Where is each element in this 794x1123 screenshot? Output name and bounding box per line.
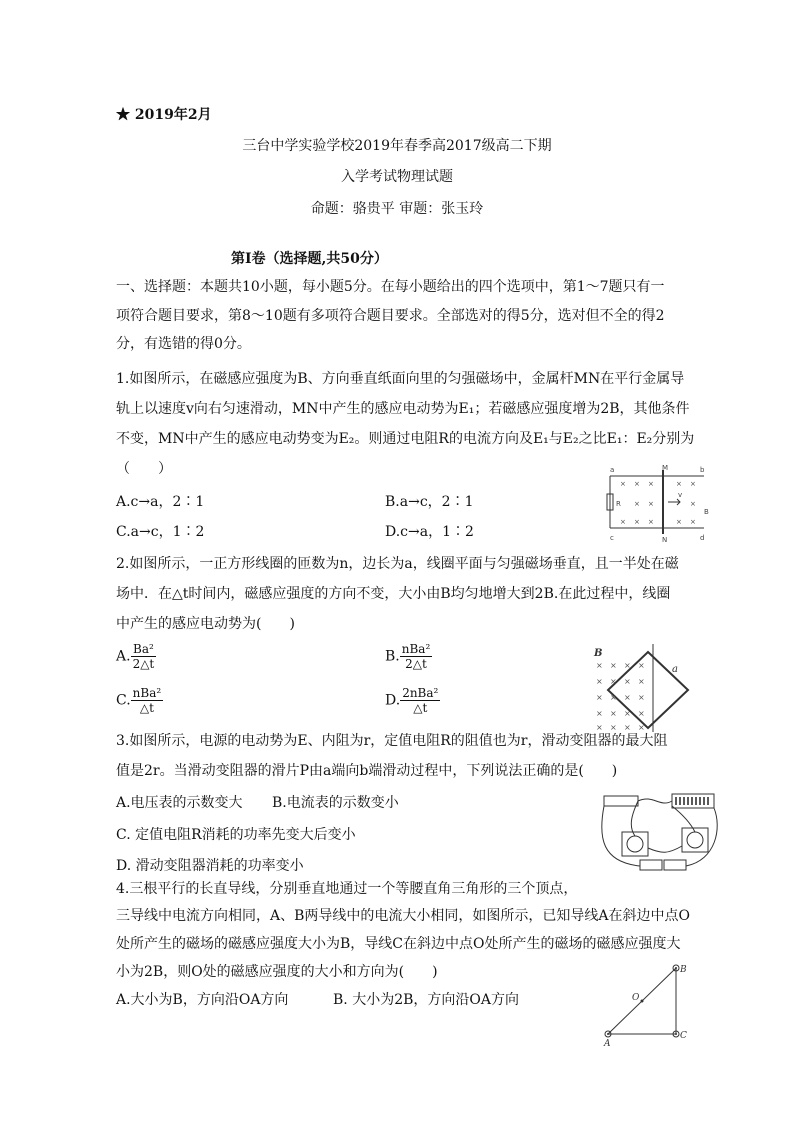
question-3-line: 值是2r。当滑动变阻器的滑片P由a端向b端滑动过程中，下列说法正确的是( ): [116, 763, 618, 779]
question-4-line: 处所产生的磁场的磁感应强度大小为B，导线C在斜边中点O处所产生的磁场的磁感应强度大: [116, 936, 681, 952]
svg-text:×: ×: [610, 723, 617, 732]
svg-text:×: ×: [648, 500, 654, 508]
svg-text:×: ×: [690, 480, 696, 488]
svg-text:×: ×: [690, 518, 696, 526]
q3-circuit-figure: [598, 788, 722, 878]
svg-text:d: d: [700, 534, 705, 542]
option-b: B.a→c，2∶1: [385, 494, 474, 510]
svg-text:×: ×: [620, 480, 626, 488]
question-1-line: 不变，MN中产生的感应电动势变为E₂。则通过电阻R的电流方向及E₁与E₂之比E₁：E₂分别为: [116, 431, 695, 447]
svg-text:A: A: [604, 1039, 611, 1048]
svg-text:×: ×: [596, 709, 603, 718]
svg-text:×: ×: [596, 693, 603, 702]
question-4-line: 4.三根平行的长直导线，分别垂直地通过一个等腰直角三角形的三个顶点，: [116, 881, 578, 897]
option-c: C. 定值电阻R消耗的功率先变大后变小: [116, 827, 356, 843]
svg-text:a: a: [672, 664, 678, 675]
svg-text:×: ×: [638, 677, 645, 686]
question-2-line: 2.如图所示，一正方形线圈的匝数为n，边长为a，线圈平面与匀强磁场垂直，且一半处在磁: [116, 556, 679, 572]
date-line: ★ 2019年2月: [116, 107, 212, 123]
svg-text:O: O: [632, 993, 640, 1003]
svg-text:×: ×: [610, 693, 617, 702]
svg-text:N: N: [662, 536, 668, 544]
svg-text:×: ×: [634, 518, 640, 526]
svg-text:×: ×: [596, 661, 603, 670]
option-c: C.a→c，1∶2: [116, 524, 205, 540]
question-1-line: （ ）: [116, 461, 172, 477]
svg-text:c: c: [610, 534, 614, 542]
question-2-line: 场中．在△t时间内，磁感应强度的方向不变，大小由B均匀地增大到2B.在此过程中，线圈: [116, 586, 671, 602]
question-1-line: 轨上以速度v向右匀速滑动，MN中产生的感应电动势为E₁；若磁感应强度增为2B，其他条件: [116, 401, 690, 417]
svg-text:×: ×: [620, 518, 626, 526]
svg-text:C: C: [680, 1031, 687, 1041]
svg-text:×: ×: [624, 723, 631, 732]
option-a: A. $\frac{\text{Ba²}}{2\triangle t}$: [116, 642, 155, 671]
q2-square-coil-figure: [588, 642, 698, 734]
svg-text:×: ×: [690, 500, 696, 508]
svg-text:×: ×: [610, 661, 617, 670]
svg-text:M: M: [662, 464, 669, 472]
option-a: A.c→a，2∶1: [116, 494, 205, 510]
question-4-line: 三导线中电流方向相同，A、B两导线中的电流大小相同，如图所示，已知导线A在斜边中点O: [116, 908, 690, 924]
svg-text:×: ×: [634, 500, 640, 508]
svg-text:B: B: [680, 965, 687, 975]
svg-text:×: ×: [676, 480, 682, 488]
svg-text:×: ×: [596, 677, 603, 686]
school-title: 三台中学实验学校2019年春季高2017级高二下期: [242, 138, 552, 154]
q4-triangle-figure: [598, 962, 694, 1048]
svg-text:×: ×: [676, 518, 682, 526]
svg-text:×: ×: [624, 693, 631, 702]
svg-text:B: B: [594, 648, 603, 659]
question-3-line: 3.如图所示，电源的电动势为E、内阻为r，定值电阻R的阻值也为r，滑动变阻器的最大阻: [116, 733, 668, 749]
svg-text:×: ×: [610, 709, 617, 718]
svg-text:×: ×: [648, 518, 654, 526]
svg-text:×: ×: [624, 709, 631, 718]
option-d: D. $\frac{\text{2nBa²}}{\triangle t}$: [385, 686, 439, 715]
section-title: 第Ⅰ卷（选择题,共50分）: [231, 251, 388, 267]
svg-text:×: ×: [638, 723, 645, 732]
option-a: A.大小为B，方向沿OA方向: [116, 992, 289, 1008]
instruction-line: 一、选择题：本题共10小题，每小题5分。在每小题给出的四个选项中，第1～7题只有一: [116, 279, 665, 295]
question-4-line: 小为2B，则O处的磁感应强度的大小和方向为( ): [116, 964, 438, 980]
option-a: A.电压表的示数变大: [116, 795, 243, 811]
svg-text:×: ×: [634, 480, 640, 488]
svg-text:×: ×: [596, 723, 603, 732]
svg-text:×: ×: [638, 709, 645, 718]
option-b: B.电流表的示数变小: [272, 795, 399, 811]
question-2-line: 中产生的感应电动势为( ): [116, 616, 295, 632]
option-b: B. $\frac{\text{nBa²}}{2\triangle t}$: [385, 642, 431, 671]
svg-text:×: ×: [638, 693, 645, 702]
svg-text:×: ×: [648, 480, 654, 488]
svg-text:×: ×: [624, 661, 631, 670]
svg-text:×: ×: [638, 661, 645, 670]
question-1-line: 1.如图所示，在磁感应强度为B、方向垂直纸面向里的匀强磁场中，金属杆MN在平行金属导: [116, 371, 685, 387]
svg-text:b: b: [700, 466, 705, 474]
option-b: B. 大小为2B，方向沿OA方向: [333, 992, 519, 1008]
svg-text:R: R: [616, 500, 621, 508]
option-d: D. 滑动变阻器消耗的功率变小: [116, 858, 304, 874]
svg-text:×: ×: [624, 677, 631, 686]
q1-rail-circuit-figure: [600, 462, 710, 544]
authors-line: 命题：骆贵平 审题：张玉玲: [310, 201, 484, 217]
svg-text:v: v: [678, 491, 683, 499]
svg-text:B: B: [704, 508, 709, 516]
svg-text:×: ×: [610, 677, 617, 686]
instruction-line: 项符合题目要求，第8～10题有多项符合题目要求。全部选对的得5分，选对但不全的得2: [116, 308, 665, 324]
option-d: D.c→a，1∶2: [385, 524, 474, 540]
svg-text:a: a: [610, 466, 615, 474]
instruction-line: 分，有选错的得0分。: [116, 336, 251, 352]
option-c: C. $\frac{\text{nBa²}}{\triangle t}$: [116, 686, 162, 715]
exam-title: 入学考试物理试题: [341, 169, 453, 185]
